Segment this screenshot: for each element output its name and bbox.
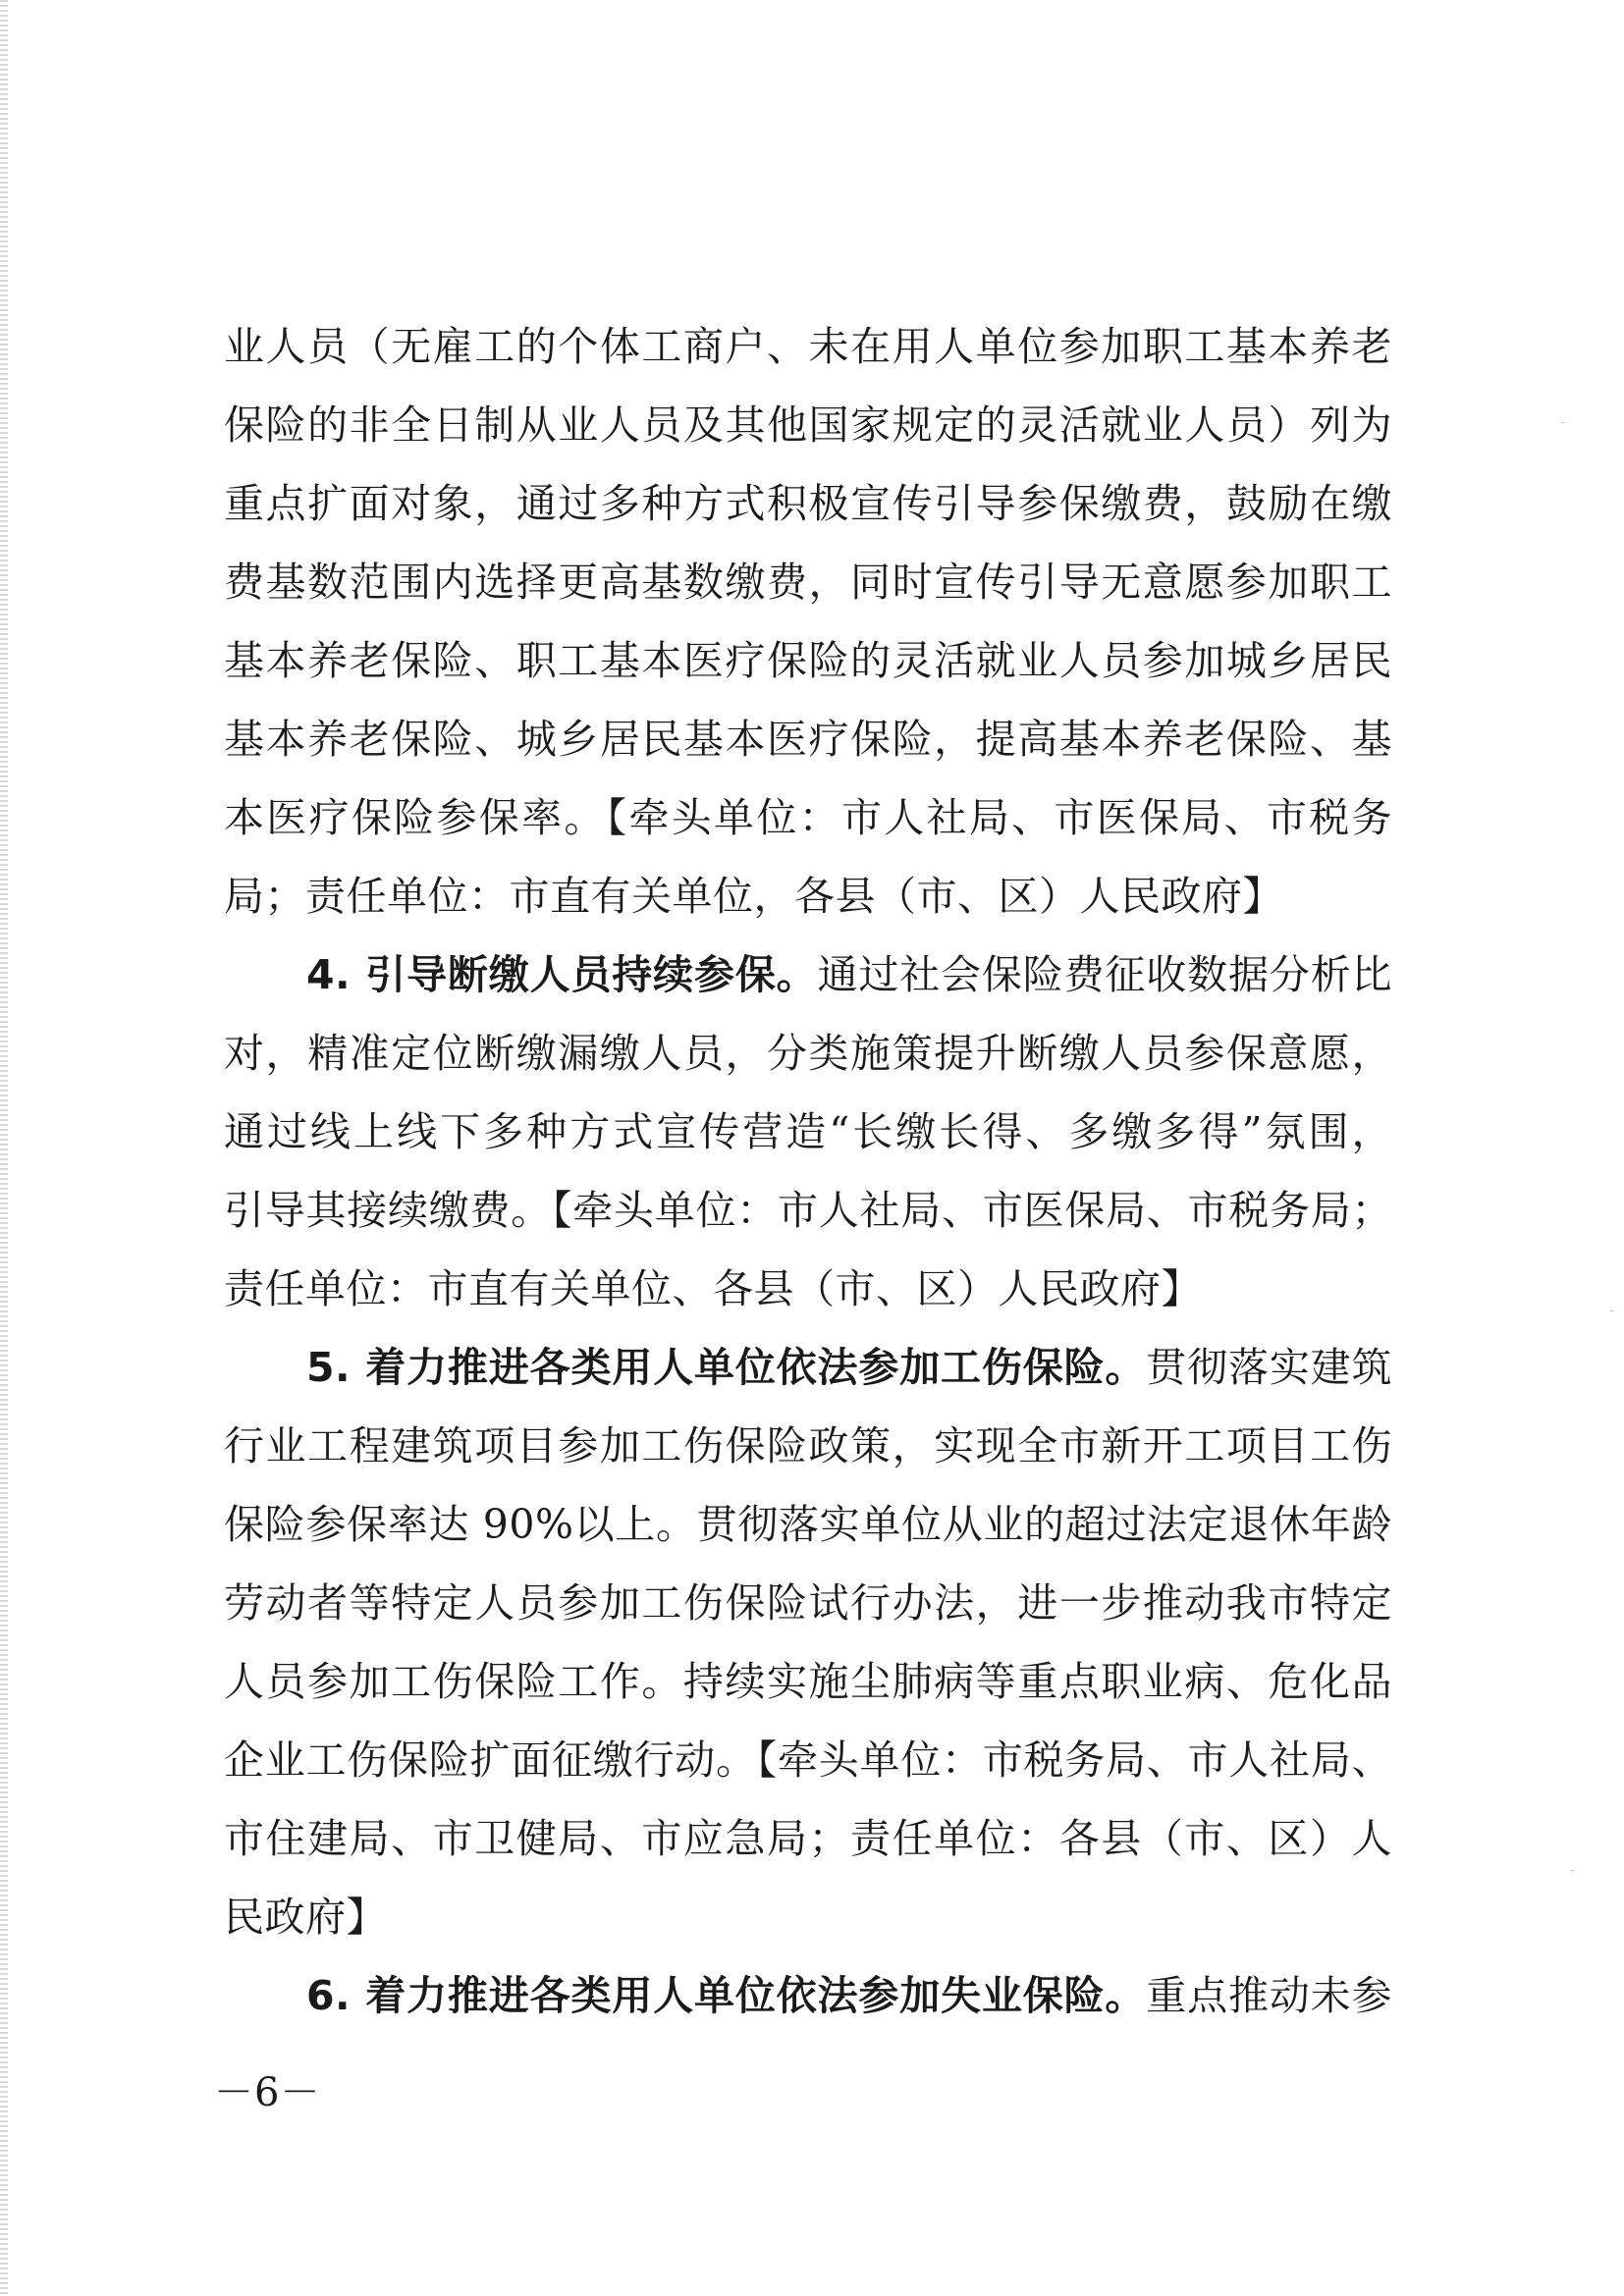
scan-speck [1571, 1870, 1574, 1871]
body-line: 民政府】 [224, 1894, 387, 1941]
body-line: 本医疗保险参保率。【牵头单位：市人社局、市医保局、市税务 [224, 794, 1392, 841]
item-6-first-line [306, 1956, 1392, 2035]
body-line: 基本养老保险、城乡居民基本医疗保险，提高基本养老保险、基 [224, 716, 1392, 763]
body-line: 通过线上线下多种方式宣传营造“长缴长得、多缴多得”氛围， [224, 1108, 1392, 1155]
page-number: －6－ [214, 2070, 321, 2115]
body-line: 责任单位：市直有关单位、各县（市、区）人民政府】 [224, 1265, 1202, 1312]
scan-speck [1610, 1310, 1613, 1311]
body-line: 局；责任单位：市直有关单位，各县（市、区）人民政府】 [224, 873, 1283, 920]
body-line: 基本养老保险、职工基本医疗保险的灵活就业人员参加城乡居民 [224, 637, 1392, 684]
body-line: 劳动者等特定人员参加工伤保险试行办法，进一步推动我市特定 [224, 1579, 1392, 1627]
body-line: 市住建局、市卫健局、市应急局；责任单位：各县（市、区）人 [224, 1815, 1392, 1862]
item-4-heading: 4. 引导断缴人员持续参保。 [306, 951, 818, 998]
body-line: 行业工程建筑项目参加工伤保险政策，实现全市新开工项目工伤 [224, 1422, 1392, 1469]
body-line: 业人员（无雇工的个体工商户、未在用人单位参加职工基本养老 [224, 323, 1392, 370]
item-5-heading: 5. 着力推进各类用人单位依法参加工伤保险。 [306, 1344, 1147, 1391]
item-5-first-line [306, 1328, 1392, 1407]
body-line: 企业工伤保险扩面征缴行动。【牵头单位：市税务局、市人社局、 [224, 1736, 1392, 1784]
scan-edge-shadow [0, 0, 8, 2296]
body-line: 人员参加工伤保险工作。持续实施尘肺病等重点职业病、危化品 [224, 1658, 1392, 1705]
body-line: 保险的非全日制从业人员及其他国家规定的灵活就业人员）列为 [224, 401, 1392, 449]
body-line: 引导其接续缴费。【牵头单位：市人社局、市医保局、市税务局； [224, 1187, 1392, 1234]
item-4-text: 通过社会保险费征收数据分析比 [817, 951, 1392, 998]
body-line: 费基数范围内选择更高基数缴费，同时宣传引导无意愿参加职工 [224, 559, 1392, 606]
scan-speck [1561, 422, 1564, 423]
body-line: 对，精准定位断缴漏缴人员，分类施策提升断缴人员参保意愿， [224, 1030, 1392, 1077]
body-line: 保险参保率达 90%以上。贯彻落实单位从业的超过法定退休年龄 [224, 1501, 1392, 1548]
item-4-first-line [306, 935, 1392, 1014]
item-6-text: 重点推动未参 [1146, 1972, 1393, 2019]
item-5-text: 贯彻落实建筑 [1146, 1344, 1393, 1391]
body-line: 重点扩面对象，通过多种方式积极宣传引导参保缴费，鼓励在缴 [224, 480, 1392, 527]
item-6-heading: 6. 着力推进各类用人单位依法参加失业保险。 [306, 1972, 1147, 2019]
